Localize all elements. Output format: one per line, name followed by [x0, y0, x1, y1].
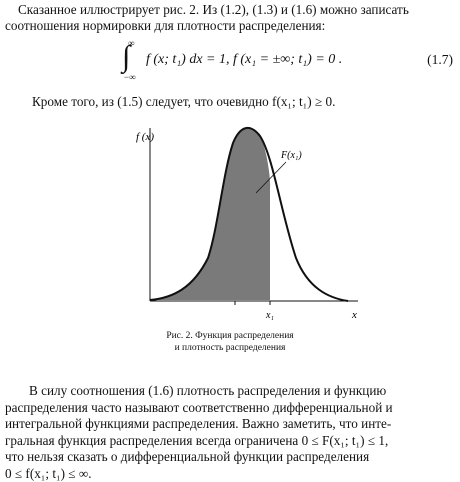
x1-tick-label: x₁ — [265, 310, 274, 321]
integral-upper-limit: ∞ — [128, 38, 134, 48]
figure-density-plot — [138, 118, 368, 323]
paragraph-line-2: распределения часто называют соответственно дифференциальной и — [5, 400, 457, 417]
paragraph-line-5: что нельзя сказать о дифференциальной функции распределения — [5, 449, 457, 466]
y-axis-label: f (x) — [136, 131, 154, 143]
equation-body: f (x; t₁) dx = 1, f (x₁ = ±∞; t₁) = 0 . — [146, 52, 342, 68]
paragraph — [5, 383, 457, 482]
figure-caption — [130, 330, 330, 354]
paragraph-line-3: интегральной функциями распределения. Важно заметить, что инте- — [5, 416, 457, 433]
x-axis-label: x — [351, 309, 357, 321]
text-line-1: Сказанное иллюстрирует рис. 2. Из (1.2), (1.3) и (1.6) можно записать — [18, 2, 409, 18]
caption-line-1: Рис. 2. Функция распределения — [130, 330, 330, 342]
shaded-area-F-x1 — [150, 128, 270, 300]
integral-lower-limit: −∞ — [124, 72, 136, 82]
curve-label-F-x1: F(x₁) — [280, 150, 302, 161]
equation-number: (1.7) — [427, 52, 453, 68]
paragraph-line-1: В силу соотношения (1.6) плотность распределения и функцию — [5, 383, 457, 400]
caption-line-2: и плотность распределения — [130, 342, 330, 354]
text-line-3: Кроме того, из (1.5) следует, что очевидно f(x₁; t₁) ≥ 0. — [32, 94, 335, 110]
paragraph-line-6: 0 ≤ f(x₁; t₁) ≤ ∞. — [5, 466, 457, 482]
integral-sign: ∫ — [122, 42, 130, 72]
paragraph-line-4: гральная функция распределения всегда ограничена 0 ≤ F(x₁; t₁) ≤ 1, — [5, 433, 457, 450]
text-line-2: соотношения нормировки для плотности распределения: — [5, 18, 325, 34]
equation-1-7 — [118, 42, 453, 90]
